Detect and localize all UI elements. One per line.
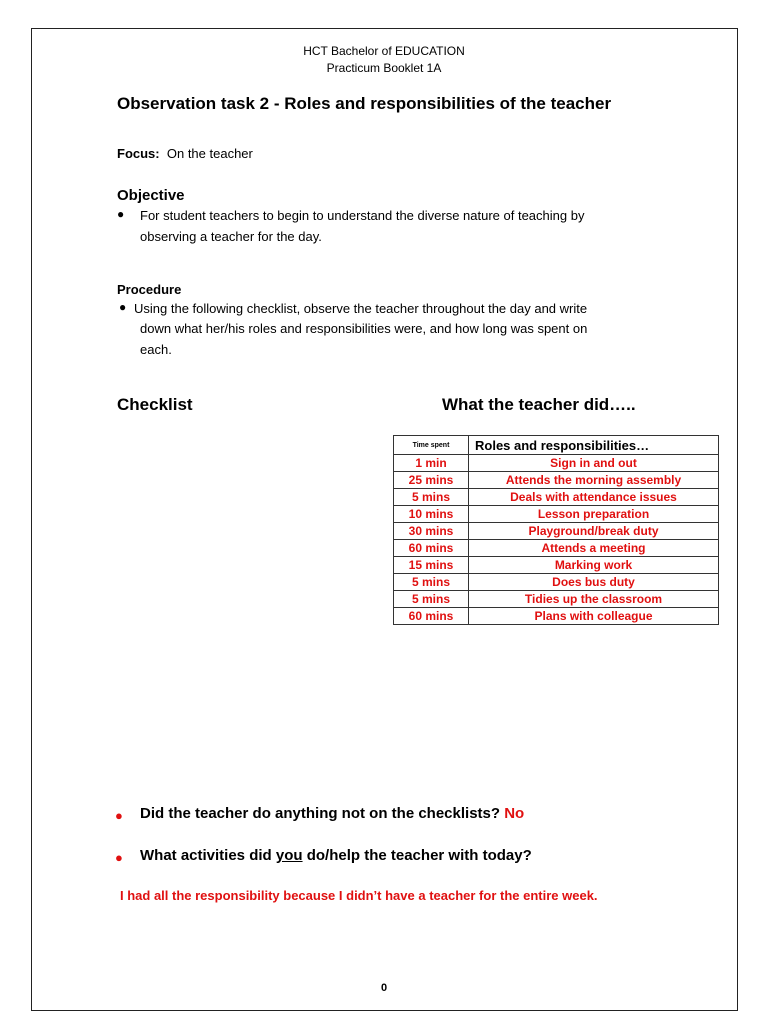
table-row [394, 557, 719, 574]
objective-heading: Objective [117, 187, 185, 204]
table-header-row [394, 436, 719, 455]
time-cell: 60 mins [394, 608, 469, 625]
checklist-heading: Checklist [117, 395, 193, 414]
question-2-bullet-icon: ● [115, 850, 123, 865]
time-cell: 25 mins [394, 472, 469, 489]
task-title: Observation task 2 - Roles and responsibilities of the teacher [117, 94, 612, 113]
table-row [394, 472, 719, 489]
role-cell: Plans with colleague [469, 608, 719, 625]
answer-text: I had all the responsibility because I didn’t have a teacher for the entire week. [120, 888, 598, 903]
objective-line-1: For student teachers to begin to understand the diverse nature of teaching by [140, 208, 585, 223]
procedure-line-1: Using the following checklist, observe the teacher throughout the day and write [134, 301, 588, 316]
table-heading: What the teacher did….. [442, 395, 636, 414]
question-2-before: What activities did [140, 847, 272, 864]
roles-header: Roles and responsibilities… [469, 436, 719, 455]
time-cell: 1 min [394, 455, 469, 472]
header-line-2: Practicum Booklet 1A [326, 61, 442, 75]
role-cell: Does bus duty [469, 574, 719, 591]
objective-bullet-icon: ● [117, 207, 125, 221]
time-cell: 5 mins [394, 574, 469, 591]
time-cell: 60 mins [394, 540, 469, 557]
focus-line [117, 146, 253, 161]
role-cell: Deals with attendance issues [469, 489, 719, 506]
procedure-line-2: down what her/his roles and responsibilities were, and how long was spent on [140, 321, 588, 336]
procedure-line-3: each. [140, 342, 172, 357]
time-cell: 5 mins [394, 489, 469, 506]
role-cell: Lesson preparation [469, 506, 719, 523]
time-cell: 15 mins [394, 557, 469, 574]
procedure-heading: Procedure [117, 282, 182, 297]
time-cell: 10 mins [394, 506, 469, 523]
table-row [394, 608, 719, 625]
time-cell: 5 mins [394, 591, 469, 608]
role-cell: Tidies up the classroom [469, 591, 719, 608]
question-1-text: Did the teacher do anything not on the checklists? [140, 805, 501, 822]
table-row [394, 455, 719, 472]
table-row [394, 523, 719, 540]
table-row [394, 574, 719, 591]
role-cell: Sign in and out [469, 455, 719, 472]
role-cell: Playground/break duty [469, 523, 719, 540]
role-cell: Attends a meeting [469, 540, 719, 557]
question-2-emphasis: you [275, 847, 303, 864]
question-2-after: do/help the teacher with today? [306, 847, 532, 864]
table-row [394, 506, 719, 523]
question-1 [140, 805, 524, 822]
page-number: 0 [380, 982, 388, 994]
table-row [394, 489, 719, 506]
roles-table [393, 435, 719, 625]
question-1-answer: No [504, 805, 525, 822]
table-row [394, 540, 719, 557]
table-row [394, 591, 719, 608]
role-cell: Attends the morning assembly [469, 472, 719, 489]
header-line-1: HCT Bachelor of EDUCATION [303, 44, 465, 58]
role-cell: Marking work [469, 557, 719, 574]
focus-label: Focus: [117, 146, 160, 161]
procedure-bullet-icon: ● [119, 300, 127, 314]
question-2 [140, 847, 532, 864]
question-1-bullet-icon: ● [115, 808, 123, 823]
time-cell: 30 mins [394, 523, 469, 540]
objective-line-2: observing a teacher for the day. [140, 229, 322, 244]
time-spent-header: Time spent [394, 436, 469, 455]
focus-value: On the teacher [166, 146, 253, 161]
